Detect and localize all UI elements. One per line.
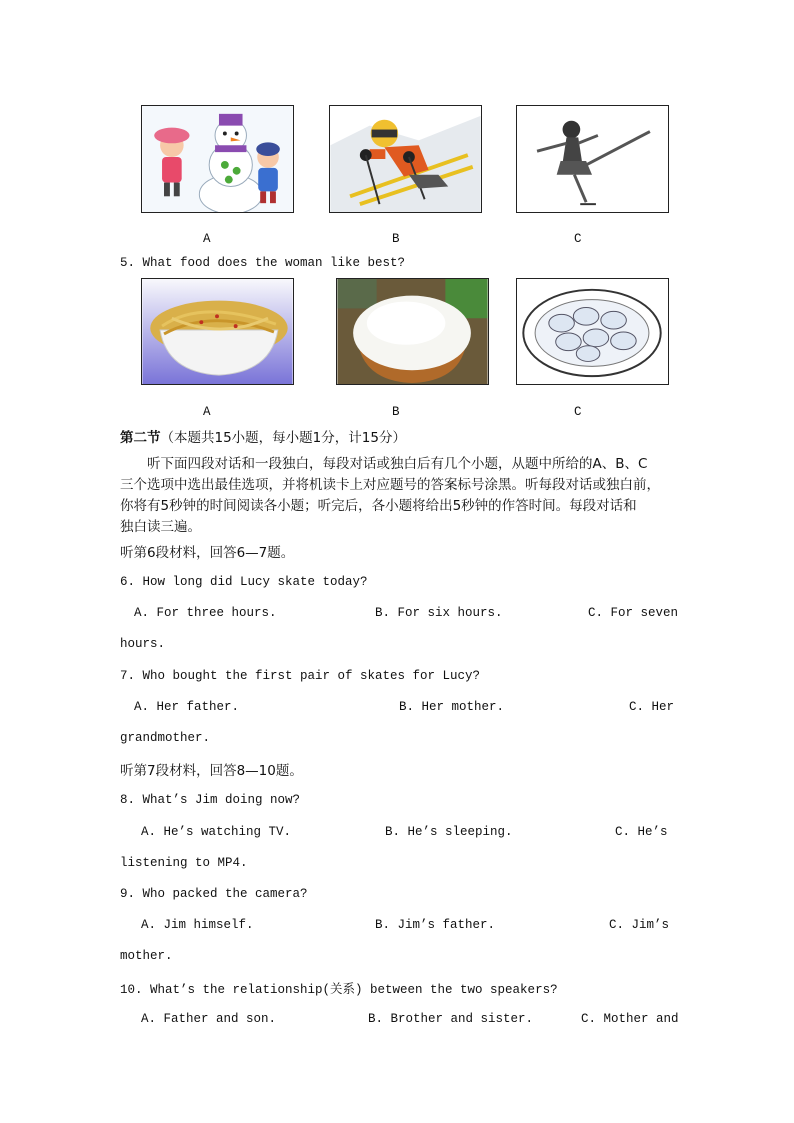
- q8-option-c-cont: listening to MP4.: [120, 856, 248, 870]
- snowman-picture: [141, 105, 294, 213]
- q10-option-c: C. Mother and: [581, 1012, 679, 1026]
- q7-option-c-cont: grandmother.: [120, 731, 211, 745]
- q8-option-c: C. He’s: [615, 825, 668, 839]
- q7-option-c: C. Her: [629, 700, 675, 714]
- q7-question: 7. Who bought the first pair of skates for Lucy?: [120, 669, 481, 683]
- q8-question: 8. What’s Jim doing now?: [120, 793, 301, 807]
- q5-label-c: C: [574, 405, 582, 419]
- skier-picture: [329, 105, 482, 213]
- section2-title: 第二节: [120, 430, 161, 446]
- q9-option-c-cont: mother.: [120, 949, 173, 963]
- q8-option-b: B. He’s sleeping.: [385, 825, 513, 839]
- q9-option-a: A. Jim himself.: [141, 918, 254, 932]
- section2-heading: [120, 426, 406, 446]
- q5-label-a: A: [203, 405, 211, 419]
- q4-label-a: A: [203, 232, 211, 246]
- q5-label-b: B: [392, 405, 400, 419]
- q4-label-c: C: [574, 232, 582, 246]
- dumplings-picture: [516, 278, 669, 385]
- q6-option-c: C. For seven: [588, 606, 679, 620]
- noodles-picture: [141, 278, 294, 385]
- instruction-line-2: 三个选项中选出最佳选项，并将机读卡上对应题号的答案标号涂黑。听每段对话或独白前，: [120, 477, 660, 493]
- q9-option-c: C. Jim’s: [609, 918, 670, 932]
- q8-option-a: A. He’s watching TV.: [141, 825, 292, 839]
- q10-option-a: A. Father and son.: [141, 1012, 277, 1026]
- q6-option-c-cont: hours.: [120, 637, 166, 651]
- q6-option-b: B. For six hours.: [375, 606, 503, 620]
- instruction-line-1: 听下面四段对话和一段独白，每段对话或独白后有几个小题，从题中所给的A、B、C: [147, 456, 648, 472]
- section2-note: （本题共15小题，每小题1分，计15分）: [160, 430, 406, 446]
- q4-label-b: B: [392, 232, 400, 246]
- rice-picture: [336, 278, 489, 385]
- q5-question: 5. What food does the woman like best?: [120, 256, 406, 270]
- instruction-line-3: 你将有5秒钟的时间阅读各小题；听完后，各小题将给出5秒钟的作答时间。每段对话和: [120, 498, 637, 514]
- q9-option-b: B. Jim’s father.: [375, 918, 496, 932]
- part6-header: 听第6段材料，回答6—7题。: [120, 545, 295, 561]
- q9-question: 9. Who packed the camera?: [120, 887, 308, 901]
- q7-option-b: B. Her mother.: [399, 700, 505, 714]
- skater-picture: [516, 105, 669, 213]
- q10-option-b: B. Brother and sister.: [368, 1012, 534, 1026]
- q6-option-a: A. For three hours.: [134, 606, 277, 620]
- q6-question: 6. How long did Lucy skate today?: [120, 575, 368, 589]
- part7-header: 听第7段材料，回答8—10题。: [120, 763, 303, 779]
- q10-question: 10. What’s the relationship(关系) between the two speakers?: [120, 983, 558, 997]
- q7-option-a: A. Her father.: [134, 700, 240, 714]
- instruction-line-4: 独白读三遍。: [120, 519, 201, 535]
